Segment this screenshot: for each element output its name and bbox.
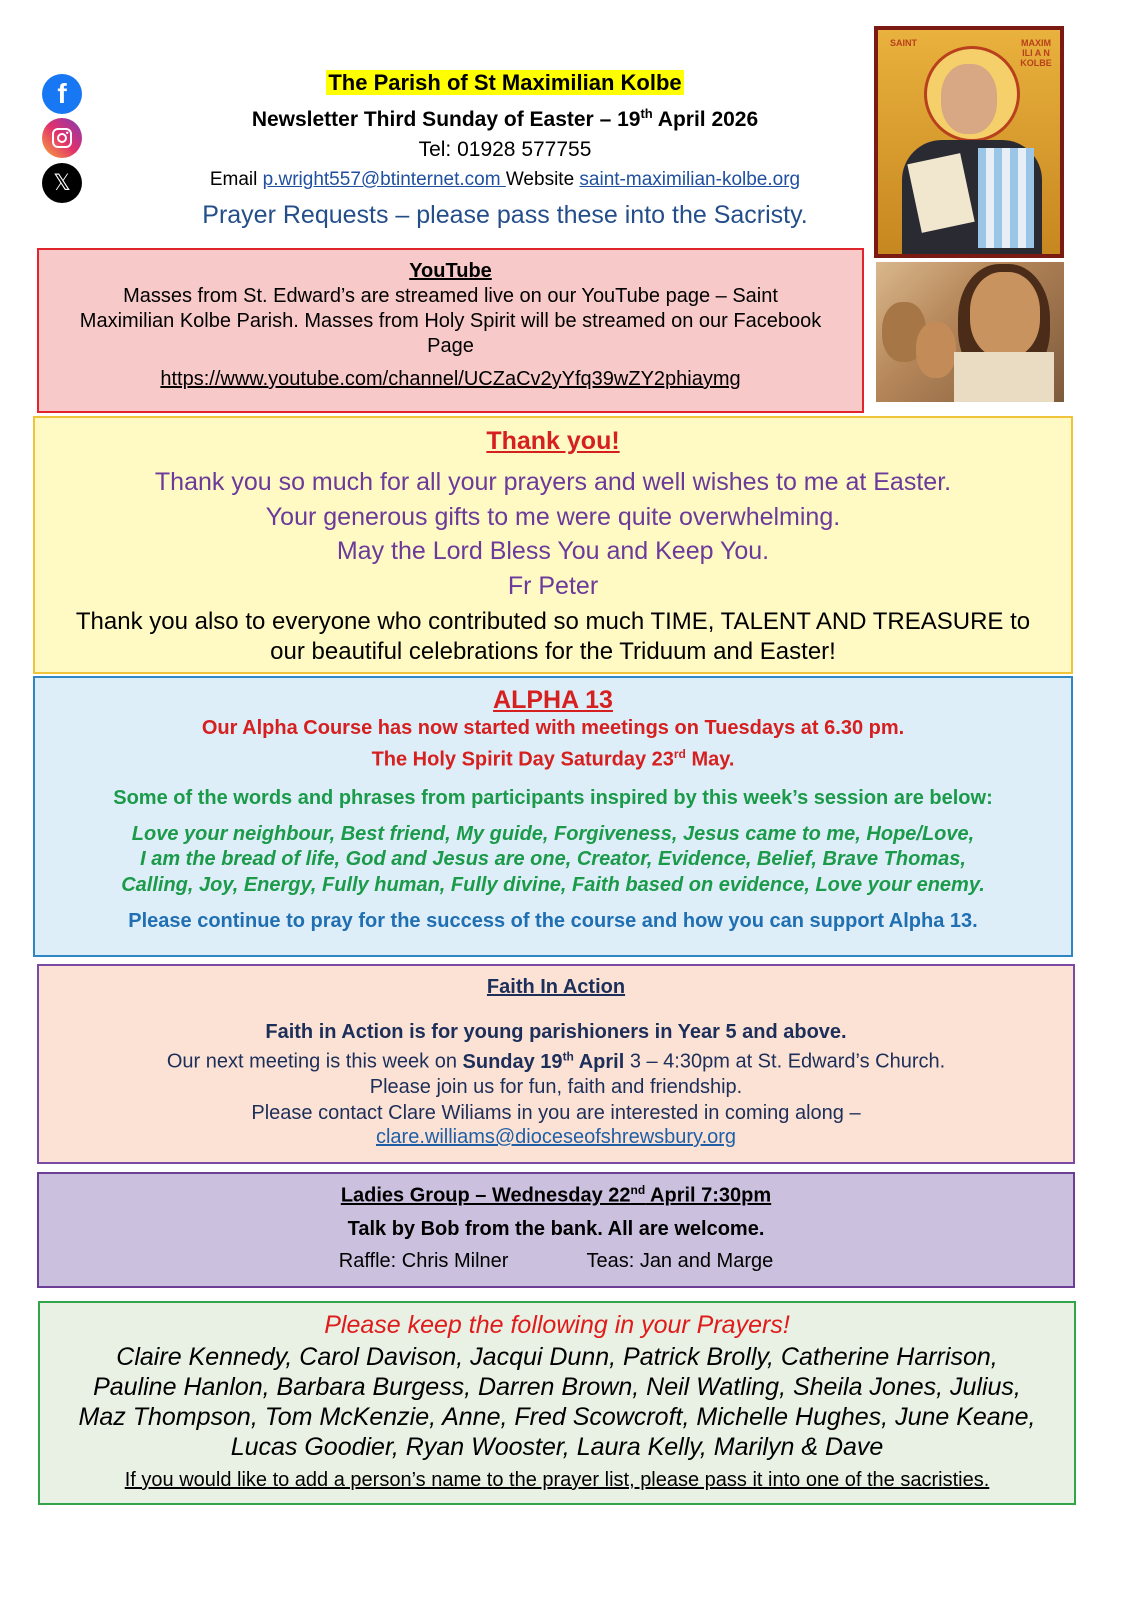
prayer-list-title: Please keep the following in your Prayers! [324,1311,790,1339]
alpha-section [33,676,1073,957]
thank-you-title: Thank you! [486,427,620,455]
youtube-body: Masses from St. Edward’s are streamed live on our YouTube page – Saint Maximilian Kolbe Parish. Masses from Holy Spirit will be streamed on our Facebook Page [79,285,822,357]
alpha-closing: Please continue to pray for the success of the course and how you can support Alpha 13. [128,910,978,933]
faith-in-action-section [37,964,1075,1164]
prayer-names-line: Lucas Goodier, Ryan Wooster, Laura Kelly, Marilyn & Dave [230,1433,884,1461]
youtube-section [37,248,864,413]
icon-saint-label: SAINT [890,38,917,48]
faith-in-action-title: Faith In Action [486,976,626,998]
parish-title: The Parish of St Maximilian Kolbe [328,70,682,95]
thank-you-closing: Thank you also to everyone who contributed so much TIME, TALENT AND TREASURE to our beautiful celebrations for the Triduum and Easter! [75,608,1031,665]
icon-name-label: MAXIM ILI A N KOLBE [1020,38,1052,68]
thank-you-section [33,416,1073,674]
alpha-meeting-info: Our Alpha Course has now started with meetings on Tuesdays at 6.30 pm. [201,717,905,739]
faith-in-action-email-link[interactable]: clare.williams@dioceseofshrewsbury.org [375,1126,737,1149]
prayer-requests-note: Prayer Requests – please pass these into the Sacristy. [202,201,808,229]
prayer-names-line: Maz Thompson, Tom McKenzie, Anne, Fred Scowcroft, Michelle Hughes, June Keane, [78,1403,1036,1431]
youtube-url-link[interactable]: https://www.youtube.com/channel/UCZaCv2yYfq39wZY2phiaymg [160,368,741,390]
ladies-group-duties [39,1250,1073,1273]
thank-you-line: May the Lord Bless You and Keep You. [336,537,770,565]
easter-scene-image [876,262,1064,402]
alpha-words-line: I am the bread of life, God and Jesus are one, Creator, Evidence, Belief, Brave Thomas, [140,848,966,871]
faith-in-action-join: Please join us for fun, faith and friendship. [369,1076,743,1099]
prayer-names-line: Pauline Hanlon, Barbara Burgess, Darren Brown, Neil Watling, Sheila Jones, Julius, [93,1373,1021,1401]
faith-in-action-meeting: Our next meeting is this week on Sunday 19th April 3 – 4:30pm at St. Edward’s Church. [166,1049,946,1073]
newsletter-date: Newsletter Third Sunday of Easter – 19th April 2026 [251,106,759,131]
alpha-words-list [35,822,1071,899]
instagram-glyph [50,126,74,150]
newsletter-header [150,68,860,230]
x-glyph: 𝕏 [53,170,71,195]
prayer-names-line: Claire Kennedy, Carol Davison, Jacqui Dunn, Patrick Brolly, Catherine Harrison, [116,1343,998,1371]
website-link[interactable]: saint-maximilian-kolbe.org [579,169,801,190]
prayer-list-section [38,1301,1076,1505]
prayer-names [40,1340,1074,1462]
facebook-icon[interactable] [42,74,82,114]
ladies-group-title: Ladies Group – Wednesday 22nd April 7:30pm [340,1183,772,1207]
youtube-title: YouTube [409,260,492,282]
thank-you-message [35,465,1071,603]
teas-text: Teas: Jan and Marge [586,1249,774,1272]
alpha-words-line: Love your neighbour, Best friend, My guide, Forgiveness, Jesus came to me, Hope/Love, [131,822,975,845]
instagram-icon[interactable] [42,118,82,158]
alpha-holy-spirit-day: The Holy Spirit Day Saturday 23rd May. [371,747,735,771]
faith-in-action-contact: Please contact Clare Wiliams in you are interested in coming along – [251,1101,861,1124]
faith-in-action-audience: Faith in Action is for young parishioners in Year 5 and above. [265,1021,847,1043]
telephone: Tel: 01928 577755 [418,138,592,161]
facebook-glyph: f [57,78,67,109]
raffle-text: Raffle: Chris Milner [338,1249,509,1272]
prayer-list-footer: If you would like to add a person’s name to the prayer list, please pass it into one of the sacristies. [124,1469,990,1491]
thank-you-signature: Fr Peter [507,571,599,600]
alpha-words-line: Calling, Joy, Energy, Fully human, Fully divine, Faith based on evidence, Love your enemy. [121,873,985,896]
ladies-group-talk: Talk by Bob from the bank. All are welcome. [347,1217,765,1240]
alpha-title: ALPHA 13 [493,686,613,714]
email-link[interactable]: p.wright557@btinternet.com [262,169,506,190]
saint-maximilian-icon-image [874,26,1064,258]
ladies-group-section [37,1172,1075,1288]
thank-you-line: Thank you so much for all your prayers and well wishes to me at Easter. [154,468,952,496]
contact-line: Email p.wright557@btinternet.com Website saint-maximilian-kolbe.org [209,169,801,190]
x-twitter-icon[interactable] [42,163,82,203]
alpha-intro: Some of the words and phrases from participants inspired by this week’s session are below: [113,786,993,809]
thank-you-line: Your generous gifts to me were quite overwhelming. [265,502,841,531]
